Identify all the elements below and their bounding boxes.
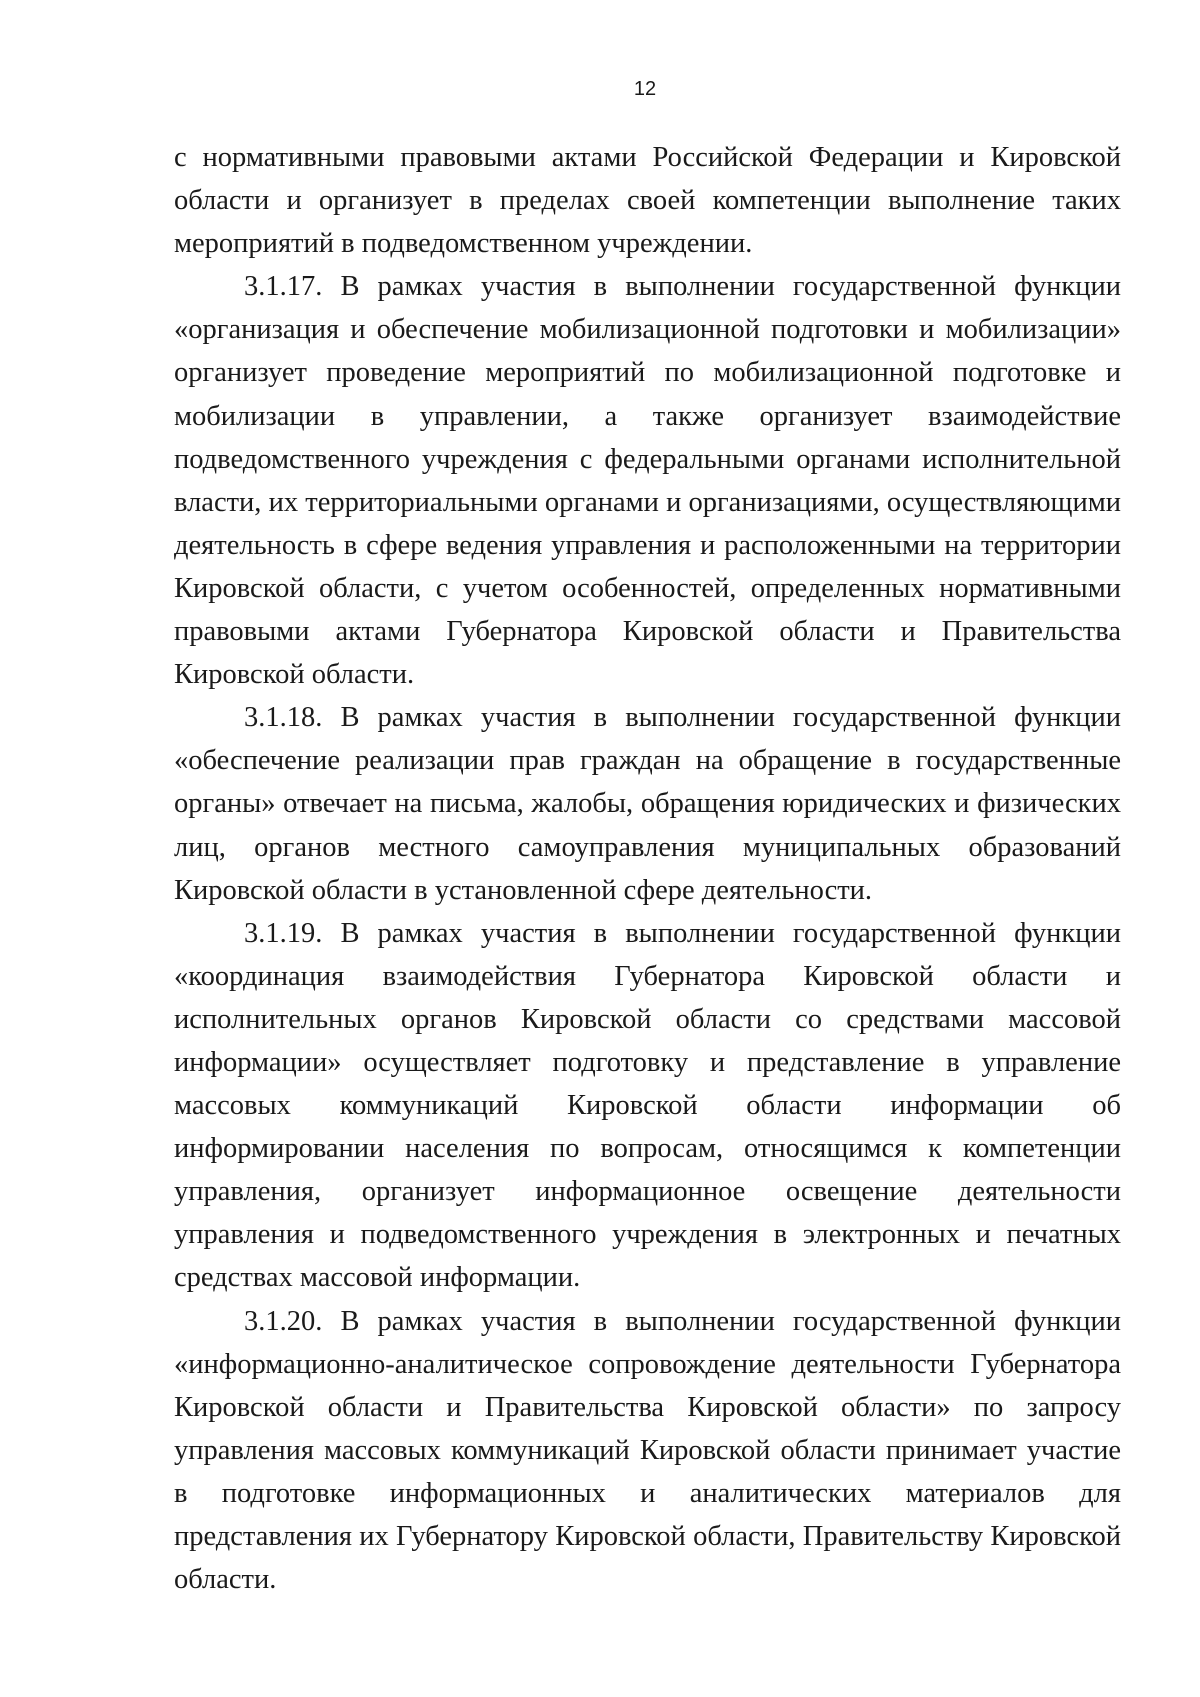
paragraph-continuation: с нормативными правовыми актами Российской Федерации и Кировской области и организует в пределах своей компетенции выполнение таких мероприятий в подведомственном учреждении.	[174, 142, 1121, 260]
paragraph-3-1-17: 3.1.17. В рамках участия в выполнении государственной функции «организация и обеспечение мобилизационной подготовки и мобилизации» организует проведение мероприятий по мобилизационной подготовке и мобилизации в управлении, а также организует взаимодействие подведомственного учреждения с федеральными органами исполнительной власти, их территориальными органами и организациями, осуществляющими деятельность в сфере ведения управления и расположенными на территории Кировской области, с учетом особенностей, определенных нормативными правовыми актами Губернатора Кировской области и Правительства Кировской области.	[174, 271, 1121, 691]
paragraph-3-1-20: 3.1.20. В рамках участия в выполнении государственной функции «информационно-аналитическое сопровождение деятельности Губернатора Кировской области и Правительства Кировской области» по запросу управления массовых коммуникаций Кировской области принимает участие в подготовке информационных и аналитических материалов для представления их Губернатору Кировской области, Правительству Кировской области.	[174, 1305, 1121, 1596]
page-number: 12	[633, 78, 657, 100]
paragraph-3-1-19: 3.1.19. В рамках участия в выполнении государственной функции «координация взаимодействия Губернатора Кировской области и исполнительных органов Кировской области со средствами массовой информации» осуществляет подготовку и представление в управление массовых коммуникаций Кировской области информации об информировании населения по вопросам, относящимся к компетенции управления, организует информационное освещение деятельности управления и подведомственного учреждения в электронных и печатных средствах массовой информации.	[174, 917, 1121, 1294]
document-body	[174, 136, 1121, 1601]
paragraph-3-1-18: 3.1.18. В рамках участия в выполнении государственной функции «обеспечение реализации прав граждан на обращение в государственные органы» отвечает на письма, жалобы, обращения юридических и физических лиц, органов местного самоуправления муниципальных образований Кировской области в установленной сфере деятельности.	[174, 702, 1121, 906]
